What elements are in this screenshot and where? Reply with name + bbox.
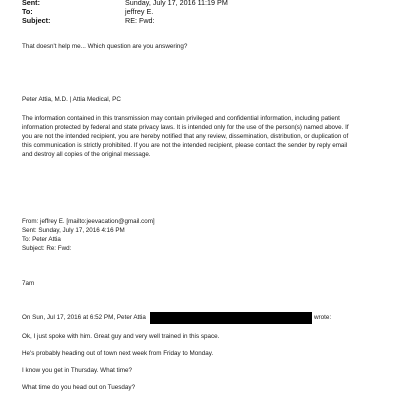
reply-body: That doesn't help me... Which question are you answering? bbox=[22, 43, 188, 50]
notice-line: you are not the intended recipient, you are hereby notified that any review, dissemination, distribution, or duplication of bbox=[22, 133, 349, 140]
subject-header-row bbox=[22, 16, 155, 25]
sent-label: Sent: bbox=[22, 0, 40, 7]
quoted-intro-suffix: wrote: bbox=[314, 314, 332, 321]
quoted-line: Ok, I just spoke with him. Great guy and very well trained in this space. bbox=[22, 333, 220, 340]
to-header-row bbox=[22, 7, 153, 16]
notice-line: this communication is strictly prohibited. If you are not the intended recipient, please contact the sender by reply email bbox=[22, 142, 348, 149]
notice-line: The information contained in this transmission may contain privileged and confidential information, including patient bbox=[22, 115, 340, 122]
signature: Peter Attia, M.D. | Attia Medical, PC bbox=[22, 96, 121, 103]
quoted-intro-prefix: On Sun, Jul 17, 2016 at 6:52 PM, Peter Attia bbox=[22, 314, 146, 321]
forwarded-to: To: Peter Attia bbox=[22, 236, 61, 243]
subject-value: RE: Fwd: bbox=[125, 16, 155, 25]
forwarded-from: From: jeffrey E. [mailto:jeevacation@gmail.com] bbox=[22, 218, 155, 225]
forwarded-sent: Sent: Sunday, July 17, 2016 4:16 PM bbox=[22, 227, 125, 234]
forwarded-body: 7am bbox=[22, 280, 35, 287]
sent-header-row bbox=[22, 0, 228, 7]
sent-value: Sunday, July 17, 2016 11:19 PM bbox=[125, 0, 228, 7]
quoted-line: What time do you head out on Tuesday? bbox=[22, 384, 136, 391]
subject-label: Subject: bbox=[22, 16, 51, 25]
quoted-line: I know you get in Thursday. What time? bbox=[22, 367, 133, 374]
redaction-bar bbox=[150, 312, 312, 324]
to-value: jeffrey E. bbox=[125, 7, 154, 16]
quoted-intro bbox=[22, 313, 146, 322]
notice-line: information protected by federal and state privacy laws. It is intended only for the use of the person(s) named above. If bbox=[22, 124, 349, 131]
forwarded-subject: Subject: Re: Fwd: bbox=[22, 245, 72, 252]
forwarded-header bbox=[22, 217, 384, 253]
confidentiality-notice bbox=[22, 114, 384, 159]
notice-line: and destroy all copies of the original message. bbox=[22, 151, 151, 158]
to-label: To: bbox=[22, 7, 33, 16]
quoted-line: He's probably heading out of town next week from Friday to Monday. bbox=[22, 350, 214, 357]
